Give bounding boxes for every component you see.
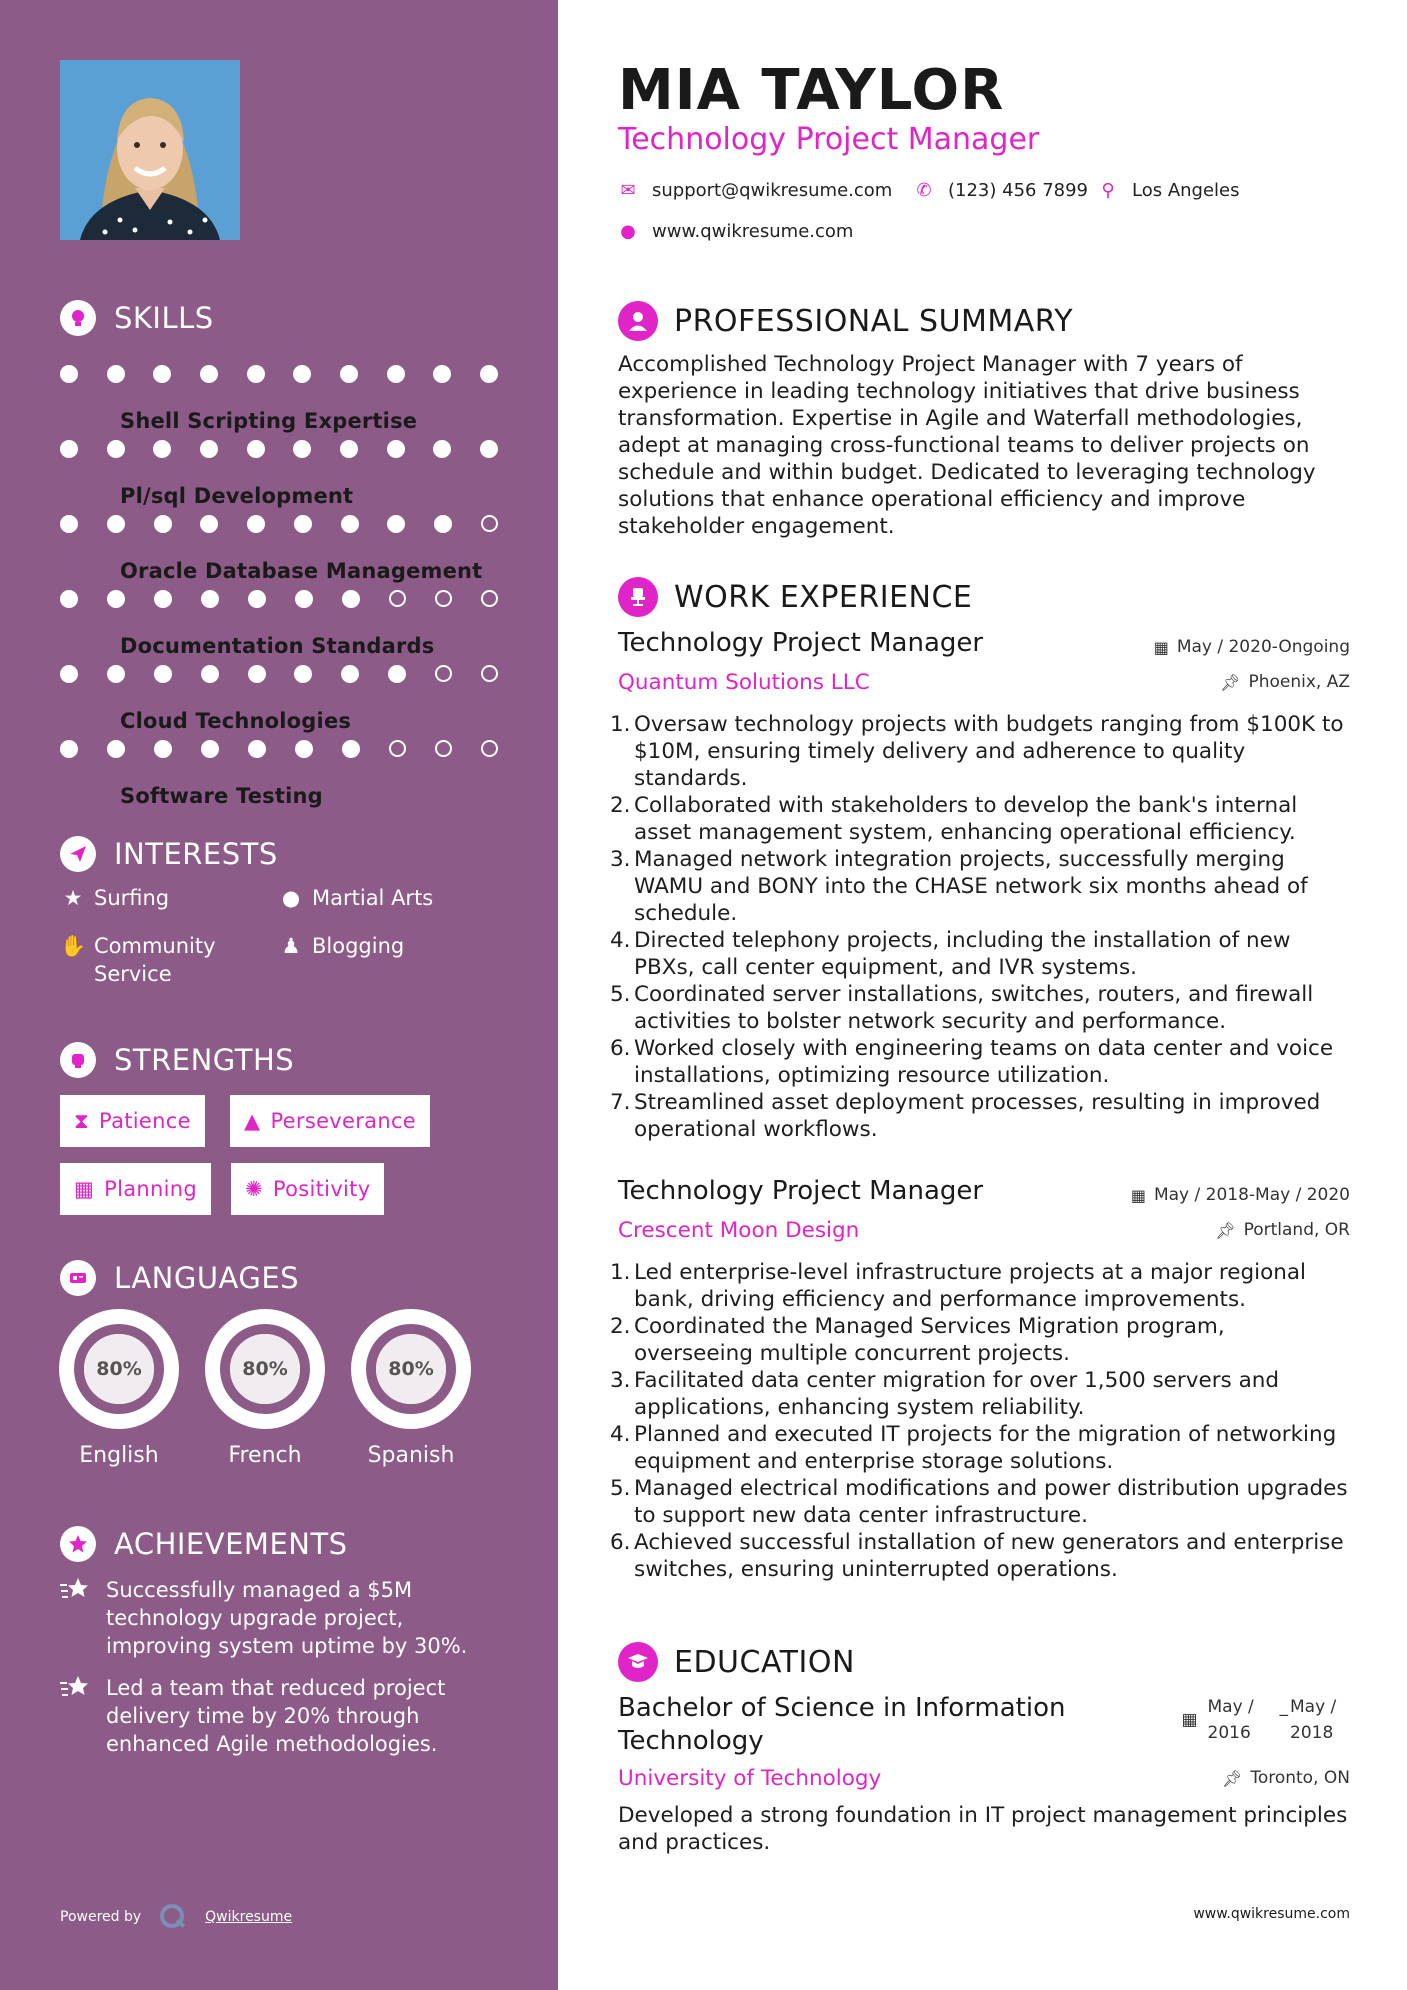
pushpin-icon: 📌︎ (1220, 672, 1241, 692)
rating-dot-empty (435, 740, 452, 757)
job-title: Technology Project Manager (618, 628, 984, 658)
job-bullets (610, 711, 1350, 1143)
main-content (558, 0, 1407, 1990)
language-ring: 80% (351, 1309, 471, 1429)
list-item: 3. Facilitated data center migration for over 1,500 servers and applications, enhancing system reliability. (610, 1368, 1280, 1420)
rating-dot-empty (481, 515, 498, 532)
paper-plane-icon (60, 836, 96, 872)
skills-heading (60, 300, 214, 336)
rating-dot-filled (480, 365, 498, 383)
job-dates: ▦ May / 2018-May / 2020 (1130, 1185, 1350, 1205)
language-icon (60, 1260, 96, 1296)
rating-dot-filled (247, 365, 265, 383)
education-description: Developed a strong foundation in IT project management principles and practices. (618, 1803, 1348, 1855)
rating-dot-empty (435, 665, 452, 682)
rating-dot-filled (387, 515, 405, 533)
strengths-heading (60, 1042, 294, 1078)
qwikresume-logo-icon (159, 1903, 187, 1931)
rating-dot-filled (201, 740, 219, 758)
rating-dot-filled (107, 365, 125, 383)
skill-name: Documentation Standards (120, 634, 435, 658)
rating-dot-filled (387, 440, 405, 458)
experience-title: WORK EXPERIENCE (674, 579, 973, 615)
school-name: University of Technology (618, 1766, 882, 1791)
strength-tag: ▦ Planning (60, 1163, 211, 1215)
achievements-heading (60, 1526, 348, 1562)
job-location: 📌︎ Phoenix, AZ (1220, 672, 1350, 692)
list-item: 7. Streamlined asset deployment processes, resulting in improved operational workflows. (610, 1090, 1321, 1142)
fist-icon (60, 1042, 96, 1078)
rating-dot-filled (60, 740, 78, 758)
road-icon: ▲ (244, 1109, 261, 1133)
phone-icon: ✆ (916, 180, 932, 201)
calendar-icon: ▦ (1181, 1710, 1198, 1730)
interest-item: ● Martial Arts (278, 884, 433, 912)
rating-dot-filled (248, 740, 266, 758)
rating-dot-filled (342, 740, 360, 758)
languages-title: LANGUAGES (114, 1261, 300, 1295)
users-icon: ♟ (281, 934, 301, 958)
rating-dot-filled (107, 665, 125, 683)
rating-dot-filled (293, 440, 311, 458)
experience-heading (618, 577, 972, 617)
skill-name: Cloud Technologies (120, 709, 352, 733)
strength-tag: ✺ Positivity (231, 1163, 384, 1215)
contact-website[interactable]: ● www.qwikresume.com (618, 221, 853, 242)
achievements-title: ACHIEVEMENTS (114, 1527, 348, 1561)
skill-item (60, 726, 500, 808)
pushpin-icon: 📌︎ (1215, 1220, 1236, 1240)
skill-rating (60, 665, 498, 683)
skill-item (60, 576, 500, 658)
rating-dot-filled (247, 515, 265, 533)
candidate-role: Technology Project Manager (618, 122, 1040, 157)
skill-item (60, 426, 500, 508)
hourglass-icon: ⧗ (74, 1108, 90, 1133)
job-location: 📌︎ Portland, OR (1215, 1220, 1350, 1240)
calendar-icon: ▦ (1153, 637, 1169, 657)
rating-dot-filled (60, 665, 78, 683)
skills-title: SKILLS (114, 301, 214, 335)
interests-heading (60, 836, 278, 872)
map-pin-icon: ⚲ (1101, 180, 1115, 201)
rating-dot-filled (388, 665, 406, 683)
list-item: 3. Managed network integration projects, successfully merging WAMU and BONY into the CHASE network six months ahead of schedule. (610, 847, 1308, 926)
rating-dot-filled (60, 590, 78, 608)
rating-dot-filled (433, 440, 451, 458)
skill-item (60, 651, 500, 733)
rating-dot-filled (60, 515, 78, 533)
list-item: 6. Worked closely with engineering teams on data center and voice installations, optimizing resource utilization. (610, 1036, 1334, 1088)
interest-item: ♟ Blogging (278, 932, 404, 960)
interest-item: ★ Surfing (60, 884, 169, 912)
rating-dot-filled (341, 515, 359, 533)
language-item: 80% French (205, 1309, 325, 1468)
rating-dot-empty (389, 590, 406, 607)
strength-tag: ▲ Perseverance (230, 1095, 430, 1147)
rating-dot-filled (480, 440, 498, 458)
list-item: 6. Achieved successful installation of new generators and enterprise switches, ensuring uninterrupted operations. (610, 1530, 1344, 1582)
award-icon (60, 1526, 96, 1562)
qwikresume-link[interactable]: Qwikresume (205, 1909, 293, 1925)
rating-dot-filled (295, 740, 313, 758)
user-icon (618, 301, 658, 341)
sun-icon: ✺ (245, 1177, 263, 1201)
rating-dot-filled (340, 440, 358, 458)
graduate-icon (618, 1642, 658, 1682)
rating-dot-filled (107, 515, 125, 533)
rating-dot-filled (154, 740, 172, 758)
rating-dot-filled (341, 665, 359, 683)
interests-title: INTERESTS (114, 837, 278, 871)
rating-dot-filled (387, 365, 405, 383)
summary-title: PROFESSIONAL SUMMARY (674, 303, 1074, 339)
list-item: 5. Coordinated server installations, switches, routers, and firewall activities to bolster network security and performance. (610, 982, 1314, 1034)
skill-item (60, 501, 500, 583)
star-burst-icon (60, 1576, 94, 1660)
skill-item (60, 351, 500, 433)
skill-rating (60, 440, 498, 458)
list-item: 5. Managed electrical modifications and power distribution upgrades to support new data center infrastructure. (610, 1476, 1348, 1528)
rating-dot-filled (201, 665, 219, 683)
candidate-name: MIA TAYLOR (618, 58, 1005, 123)
rating-dot-empty (481, 590, 498, 607)
rating-dot-filled (200, 515, 218, 533)
skill-name: Software Testing (120, 784, 323, 808)
globe-icon: ● (620, 221, 636, 242)
language-ring: 80% (59, 1309, 179, 1429)
job-company: Crescent Moon Design (618, 1218, 860, 1243)
rating-dot-filled (248, 590, 266, 608)
rating-dot-filled (154, 515, 172, 533)
list-item: 1. Oversaw technology projects with budgets ranging from $100K to $10M, ensuring timely delivery and adherence to quality standards. (610, 712, 1344, 791)
rating-dot-empty (481, 665, 498, 682)
language-item: 80% Spanish (351, 1309, 471, 1468)
summary-heading (618, 301, 1073, 341)
rating-dot-filled (201, 590, 219, 608)
skill-name: Oracle Database Management (120, 559, 483, 583)
star-burst-icon (60, 1674, 94, 1758)
rating-dot-filled (200, 365, 218, 383)
skill-name: Pl/sql Development (120, 484, 354, 508)
languages-heading (60, 1260, 299, 1296)
list-item: 2. Collaborated with stakeholders to develop the bank's internal asset management system, enhancing operational efficiency. (610, 793, 1298, 845)
rating-dot-empty (435, 590, 452, 607)
rating-dot-filled (433, 365, 451, 383)
achievement-item: Successfully managed a $5M technology upgrade project, improving system uptime by 30%. (60, 1576, 500, 1660)
rating-dot-filled (247, 440, 265, 458)
education-title: EDUCATION (674, 1644, 855, 1680)
profile-photo (60, 60, 240, 240)
rating-dot-empty (481, 740, 498, 757)
skill-rating (60, 590, 498, 608)
achievement-item: Led a team that reduced project delivery time by 20% through enhanced Agile methodologies. (60, 1674, 500, 1758)
footer-website[interactable]: www.qwikresume.com (1193, 1906, 1350, 1922)
rating-dot-filled (154, 665, 172, 683)
rating-dot-filled (294, 665, 312, 683)
rating-dot-filled (107, 440, 125, 458)
list-item: 4. Directed telephony projects, including the installation of new PBXs, call center equipment, and IVR systems. (610, 928, 1291, 980)
calendar-icon: ▦ (1130, 1185, 1146, 1205)
strengths-title: STRENGTHS (114, 1043, 295, 1077)
rating-dot-filled (294, 515, 312, 533)
education-heading (618, 1642, 855, 1682)
lightbulb-icon (60, 300, 96, 336)
pushpin-icon: 📌︎ (1222, 1768, 1243, 1788)
job-company: Quantum Solutions LLC (618, 670, 870, 695)
contact-phone[interactable]: ✆ (123) 456 7899 (914, 180, 1088, 201)
rating-dot-filled (60, 365, 78, 383)
rating-dot-filled (434, 515, 452, 533)
rating-dot-empty (389, 740, 406, 757)
job-bullets (610, 1259, 1350, 1583)
rating-dot-filled (153, 440, 171, 458)
skill-rating (60, 515, 498, 533)
language-ring: 80% (205, 1309, 325, 1429)
rating-dot-filled (60, 440, 78, 458)
rating-dot-filled (154, 590, 172, 608)
rating-dot-filled (293, 365, 311, 383)
education-dates: ▦ May / 2016 _ May / 2018 (1181, 1697, 1337, 1743)
calendar-icon: ▦ (74, 1177, 95, 1201)
list-item: 1. Led enterprise-level infrastructure projects at a major regional bank, driving efficiency and performance improvements. (610, 1260, 1307, 1312)
rating-dot-filled (153, 365, 171, 383)
globe-icon: ● (281, 886, 301, 910)
rating-dot-filled (107, 590, 125, 608)
summary-text: Accomplished Technology Project Manager with 7 years of experience in leading technology initiatives that drive business transformation. Expertise in Agile and Waterfall methodologies, adept at managing cross-functional teams to deliver projects on schedule and within budget. Dedicated to leveraging technology solutions that enhance operational efficiency and improve stakeholder engagement. (618, 352, 1316, 539)
list-item: 2. Coordinated the Managed Services Migration program, overseeing multiple concurrent projects. (610, 1314, 1225, 1366)
powered-by: Powered by Qwikresume (60, 1903, 292, 1931)
rating-dot-filled (200, 440, 218, 458)
job-title: Technology Project Manager (618, 1176, 984, 1206)
education-location: 📌︎ Toronto, ON (1222, 1768, 1350, 1788)
star-icon: ★ (63, 886, 83, 910)
interest-item: ✋ Community Service (60, 934, 216, 986)
degree-title: Bachelor of Science in Information Technology (618, 1693, 1066, 1756)
hand-icon: ✋ (60, 934, 87, 958)
language-item: 80% English (59, 1309, 179, 1468)
skill-rating (60, 740, 498, 758)
skill-rating (60, 365, 498, 383)
rating-dot-filled (342, 590, 360, 608)
skill-name: Shell Scripting Expertise (120, 409, 418, 433)
rating-dot-filled (107, 740, 125, 758)
chair-icon (618, 577, 658, 617)
list-item: 4. Planned and executed IT projects for the migration of networking equipment and enterprise storage solutions. (610, 1422, 1337, 1474)
rating-dot-filled (295, 590, 313, 608)
sidebar (0, 0, 558, 1990)
strength-tag: ⧗ Patience (60, 1095, 205, 1147)
contact-location: ⚲ Los Angeles (1098, 180, 1240, 201)
job-dates: ▦ May / 2020-Ongoing (1153, 637, 1350, 657)
rating-dot-filled (340, 365, 358, 383)
envelope-icon: ✉ (620, 180, 636, 201)
rating-dot-filled (248, 665, 266, 683)
contact-email[interactable]: ✉ support@qwikresume.com (618, 180, 892, 201)
